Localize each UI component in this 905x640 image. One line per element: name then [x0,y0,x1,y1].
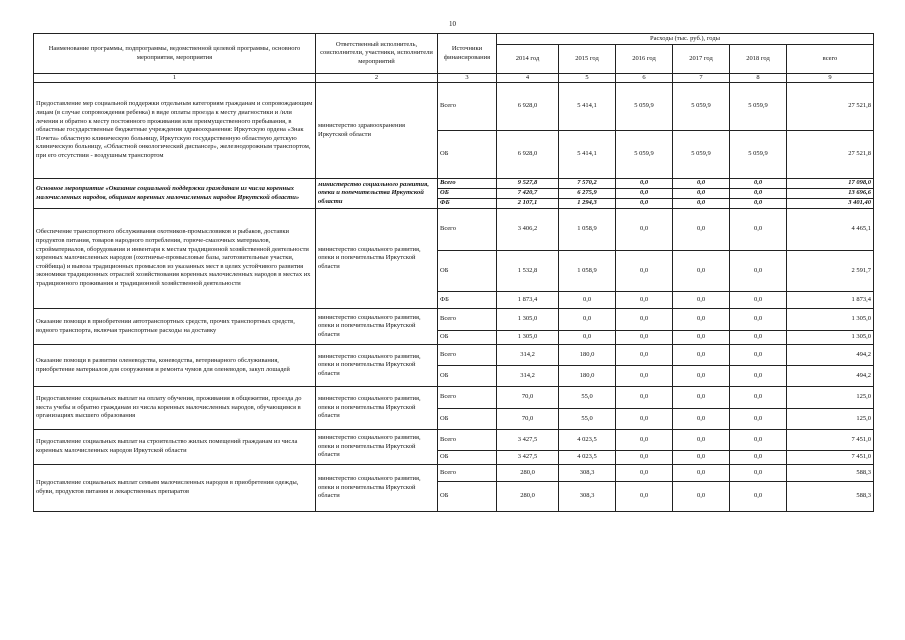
year-amount: 0,0 [616,345,673,366]
column-number: 6 [616,74,673,83]
year-amount: 5 059,9 [616,131,673,179]
total-amount: 17 098,0 [787,179,874,189]
year-amount: 0,0 [673,345,730,366]
responsible-executor: министерство социального развития, опеки и попечительства Иркутской области [316,309,438,345]
header-year: 2018 год [730,45,787,74]
year-amount: 0,0 [730,309,787,331]
measure-name: Оказание помощи в развитии оленеводства, коневодства, ветеринарного обслуживания, приобретение материалов для сооружения и ремонта чумов для оленеводов, закуп лошадей [34,345,316,387]
year-amount: 0,0 [616,331,673,345]
responsible-executor: министерство здравоохранения Иркутской области [316,83,438,179]
year-amount: 5 059,9 [730,83,787,131]
year-amount: 0,0 [616,292,673,309]
header-total: всего [787,45,874,74]
year-amount: 180,0 [559,345,616,366]
measure-name: Оказание помощи в приобретении автотранспортных средств, прочих транспортных средств, водного транспорта, включая транспортные расходы на доставку [34,309,316,345]
year-amount: 6 275,9 [559,189,616,199]
year-amount: 0,0 [673,292,730,309]
funding-source: ОБ [438,131,497,179]
funding-source: ОБ [438,409,497,430]
total-amount: 494,2 [787,345,874,366]
funding-source: Всего [438,465,497,482]
year-amount: 0,0 [673,387,730,409]
total-amount: 125,0 [787,409,874,430]
funding-source: Всего [438,345,497,366]
total-amount: 7 451,0 [787,451,874,465]
year-amount: 5 059,9 [673,131,730,179]
year-amount: 6 928,0 [497,83,559,131]
funding-source: Всего [438,83,497,131]
budget-table [33,33,874,512]
year-amount: 308,3 [559,465,616,482]
responsible-executor: министерство социального развития, опеки и попечительства Иркутской области [316,387,438,430]
year-amount: 70,0 [497,409,559,430]
total-amount: 1 305,0 [787,309,874,331]
year-amount: 0,0 [730,209,787,251]
year-amount: 180,0 [559,366,616,387]
table-row [34,387,874,409]
year-amount: 0,0 [730,366,787,387]
table-row [34,430,874,451]
funding-source: ФБ [438,199,497,209]
year-amount: 3 406,2 [497,209,559,251]
column-number: 7 [673,74,730,83]
year-amount: 0,0 [673,189,730,199]
total-amount: 588,3 [787,465,874,482]
total-amount: 27 521,8 [787,131,874,179]
year-amount: 2 107,1 [497,199,559,209]
year-amount: 70,0 [497,387,559,409]
column-number: 4 [497,74,559,83]
year-amount: 1 305,0 [497,331,559,345]
total-amount: 27 521,8 [787,83,874,131]
year-amount: 0,0 [673,409,730,430]
funding-source: ФБ [438,292,497,309]
total-amount: 1 305,0 [787,331,874,345]
year-amount: 0,0 [616,309,673,331]
year-amount: 0,0 [730,465,787,482]
funding-source: Всего [438,209,497,251]
year-amount: 0,0 [673,309,730,331]
header-year: 2014 год [497,45,559,74]
measure-name: Основное мероприятие «Оказание социальной поддержки гражданам из числа коренных малочисленных народов, общинам коренных малочисленных народов Иркутской области» [34,179,316,209]
total-amount: 588,3 [787,482,874,512]
total-amount: 4 465,1 [787,209,874,251]
measure-name: Предоставление социальных выплат семьям малочисленных народов в приобретении одежды, обуви, продуктов питания и лекарственных препаратов [34,465,316,512]
year-amount: 0,0 [730,409,787,430]
year-amount: 1 058,9 [559,209,616,251]
header-responsible: Ответственный исполнитель, соисполнители, участники, исполнители мероприятий [316,34,438,74]
table-row [34,465,874,482]
year-amount: 0,0 [616,366,673,387]
page-number: 10 [449,20,456,28]
year-amount: 0,0 [673,331,730,345]
year-amount: 0,0 [730,251,787,292]
year-amount: 0,0 [730,292,787,309]
year-amount: 6 928,0 [497,131,559,179]
funding-source: Всего [438,179,497,189]
year-amount: 0,0 [559,309,616,331]
year-amount: 0,0 [616,251,673,292]
column-number: 8 [730,74,787,83]
year-amount: 0,0 [673,199,730,209]
year-amount: 4 023,5 [559,451,616,465]
year-amount: 0,0 [616,465,673,482]
table-row [34,179,874,189]
year-amount: 308,3 [559,482,616,512]
table-row [34,309,874,331]
funding-source: Всего [438,430,497,451]
year-amount: 0,0 [730,179,787,189]
year-amount: 5 059,9 [730,131,787,179]
year-amount: 0,0 [730,345,787,366]
year-amount: 3 427,5 [497,430,559,451]
table-row [34,345,874,366]
year-amount: 55,0 [559,387,616,409]
year-amount: 0,0 [673,251,730,292]
responsible-executor: министерство социального развития, опеки и попечительства Иркутской области [316,209,438,309]
total-amount: 13 696,6 [787,189,874,199]
year-amount: 314,2 [497,366,559,387]
total-amount: 2 591,7 [787,251,874,292]
year-amount: 0,0 [673,430,730,451]
header-year: 2017 год [673,45,730,74]
header-year: 2016 год [616,45,673,74]
funding-source: ОБ [438,366,497,387]
year-amount: 0,0 [616,209,673,251]
column-number: 1 [34,74,316,83]
funding-source: Всего [438,309,497,331]
year-amount: 5 059,9 [616,83,673,131]
header-expenses: Расходы (тыс. руб.), годы [497,34,874,45]
year-amount: 5 414,1 [559,83,616,131]
year-amount: 0,0 [730,430,787,451]
year-amount: 0,0 [730,482,787,512]
responsible-executor: министерство социального развития, опеки и попечительства Иркутской области [316,430,438,465]
year-amount: 0,0 [616,199,673,209]
year-amount: 0,0 [616,179,673,189]
total-amount: 125,0 [787,387,874,409]
year-amount: 0,0 [673,366,730,387]
column-number: 5 [559,74,616,83]
year-amount: 1 305,0 [497,309,559,331]
year-amount: 5 414,1 [559,131,616,179]
funding-source: ОБ [438,482,497,512]
year-amount: 0,0 [616,189,673,199]
year-amount: 0,0 [559,292,616,309]
total-amount: 3 401,40 [787,199,874,209]
year-amount: 0,0 [616,387,673,409]
header-name: Наименование программы, подпрограммы, ведомственной целевой программы, основного мероприятия, мероприятия [34,34,316,74]
year-amount: 1 873,4 [497,292,559,309]
year-amount: 1 294,3 [559,199,616,209]
funding-source: ОБ [438,251,497,292]
year-amount: 0,0 [730,189,787,199]
year-amount: 0,0 [673,209,730,251]
year-amount: 0,0 [616,451,673,465]
year-amount: 314,2 [497,345,559,366]
year-amount: 280,0 [497,482,559,512]
measure-name: Обеспечение транспортного обслуживания охотников-промысловиков и рыбаков, доставки продуктов питания, товаров народного потребления, горюче-смазочных материалов, стройматериалов, оборудования и инвентаря к местам традиционной хозяйственной деятельности коренных малочисленных народов (охотничье-промысловые базы, заготовительные участки, стойбища) и вывоза традиционных промыслов из указанных мест в целях устойчивого развития экономики традиционных отраслей хозяйствования коренных малочисленных народов в местах их традиционного проживания и традиционной хозяйственной деятельности [34,209,316,309]
year-amount: 0,0 [730,199,787,209]
funding-source: ОБ [438,331,497,345]
year-amount: 3 427,5 [497,451,559,465]
year-amount: 7 570,2 [559,179,616,189]
header-year: 2015 год [559,45,616,74]
year-amount: 4 023,5 [559,430,616,451]
responsible-executor: министерство социального развития, опеки и попечительства Иркутской области [316,465,438,512]
year-amount: 0,0 [673,451,730,465]
year-amount: 7 420,7 [497,189,559,199]
total-amount: 494,2 [787,366,874,387]
table-row [34,209,874,251]
year-amount: 280,0 [497,465,559,482]
year-amount: 0,0 [730,331,787,345]
year-amount: 1 058,9 [559,251,616,292]
year-amount: 0,0 [616,430,673,451]
funding-source: ОБ [438,451,497,465]
measure-name: Предоставление социальных выплат на строительство жилых помещений гражданам из числа коренных малочисленных народов Иркутской области [34,430,316,465]
year-amount: 55,0 [559,409,616,430]
year-amount: 0,0 [559,331,616,345]
year-amount: 1 532,8 [497,251,559,292]
funding-source: Всего [438,387,497,409]
header-source: Источники финансирования [438,34,497,74]
year-amount: 0,0 [616,482,673,512]
total-amount: 7 451,0 [787,430,874,451]
column-number: 2 [316,74,438,83]
year-amount: 0,0 [673,465,730,482]
total-amount: 1 873,4 [787,292,874,309]
year-amount: 9 527,8 [497,179,559,189]
year-amount: 0,0 [730,387,787,409]
measure-name: Предоставление мер социальной поддержки отдельным категориям гражданам и сопровождающим лицам (в случае сопровождения ребенка) в виде оплаты проезда к месту диагностики и /или лечения и обратно к месту постоянного проживания или преимущественного пребывания, в областные государственные бюджетные учреждения здравоохранения: Иркутскую ордена «Знак Почета» областную клиническую больницу, Иркутскую государственную областную детскую клиническую больницу, «Областной онкологический диспансер», железнодорожным транспортом, при его отсутствии - воздушным транспортом [34,83,316,179]
measure-name: Предоставление социальных выплат на оплату обучения, проживания в общежитии, проезда до места учебы и обратно гражданам из числа коренных малочисленных народов, обучающимся в организациях высшего образования [34,387,316,430]
responsible-executor: министерство социального развития, опеки и попечительства Иркутской области [316,345,438,387]
year-amount: 0,0 [673,179,730,189]
funding-source: ОБ [438,189,497,199]
year-amount: 0,0 [730,451,787,465]
year-amount: 0,0 [616,409,673,430]
column-number: 9 [787,74,874,83]
column-number: 3 [438,74,497,83]
year-amount: 5 059,9 [673,83,730,131]
table-row [34,83,874,131]
year-amount: 0,0 [673,482,730,512]
responsible-executor: министерство социального развития, опеки и попечительства Иркутской области [316,179,438,209]
